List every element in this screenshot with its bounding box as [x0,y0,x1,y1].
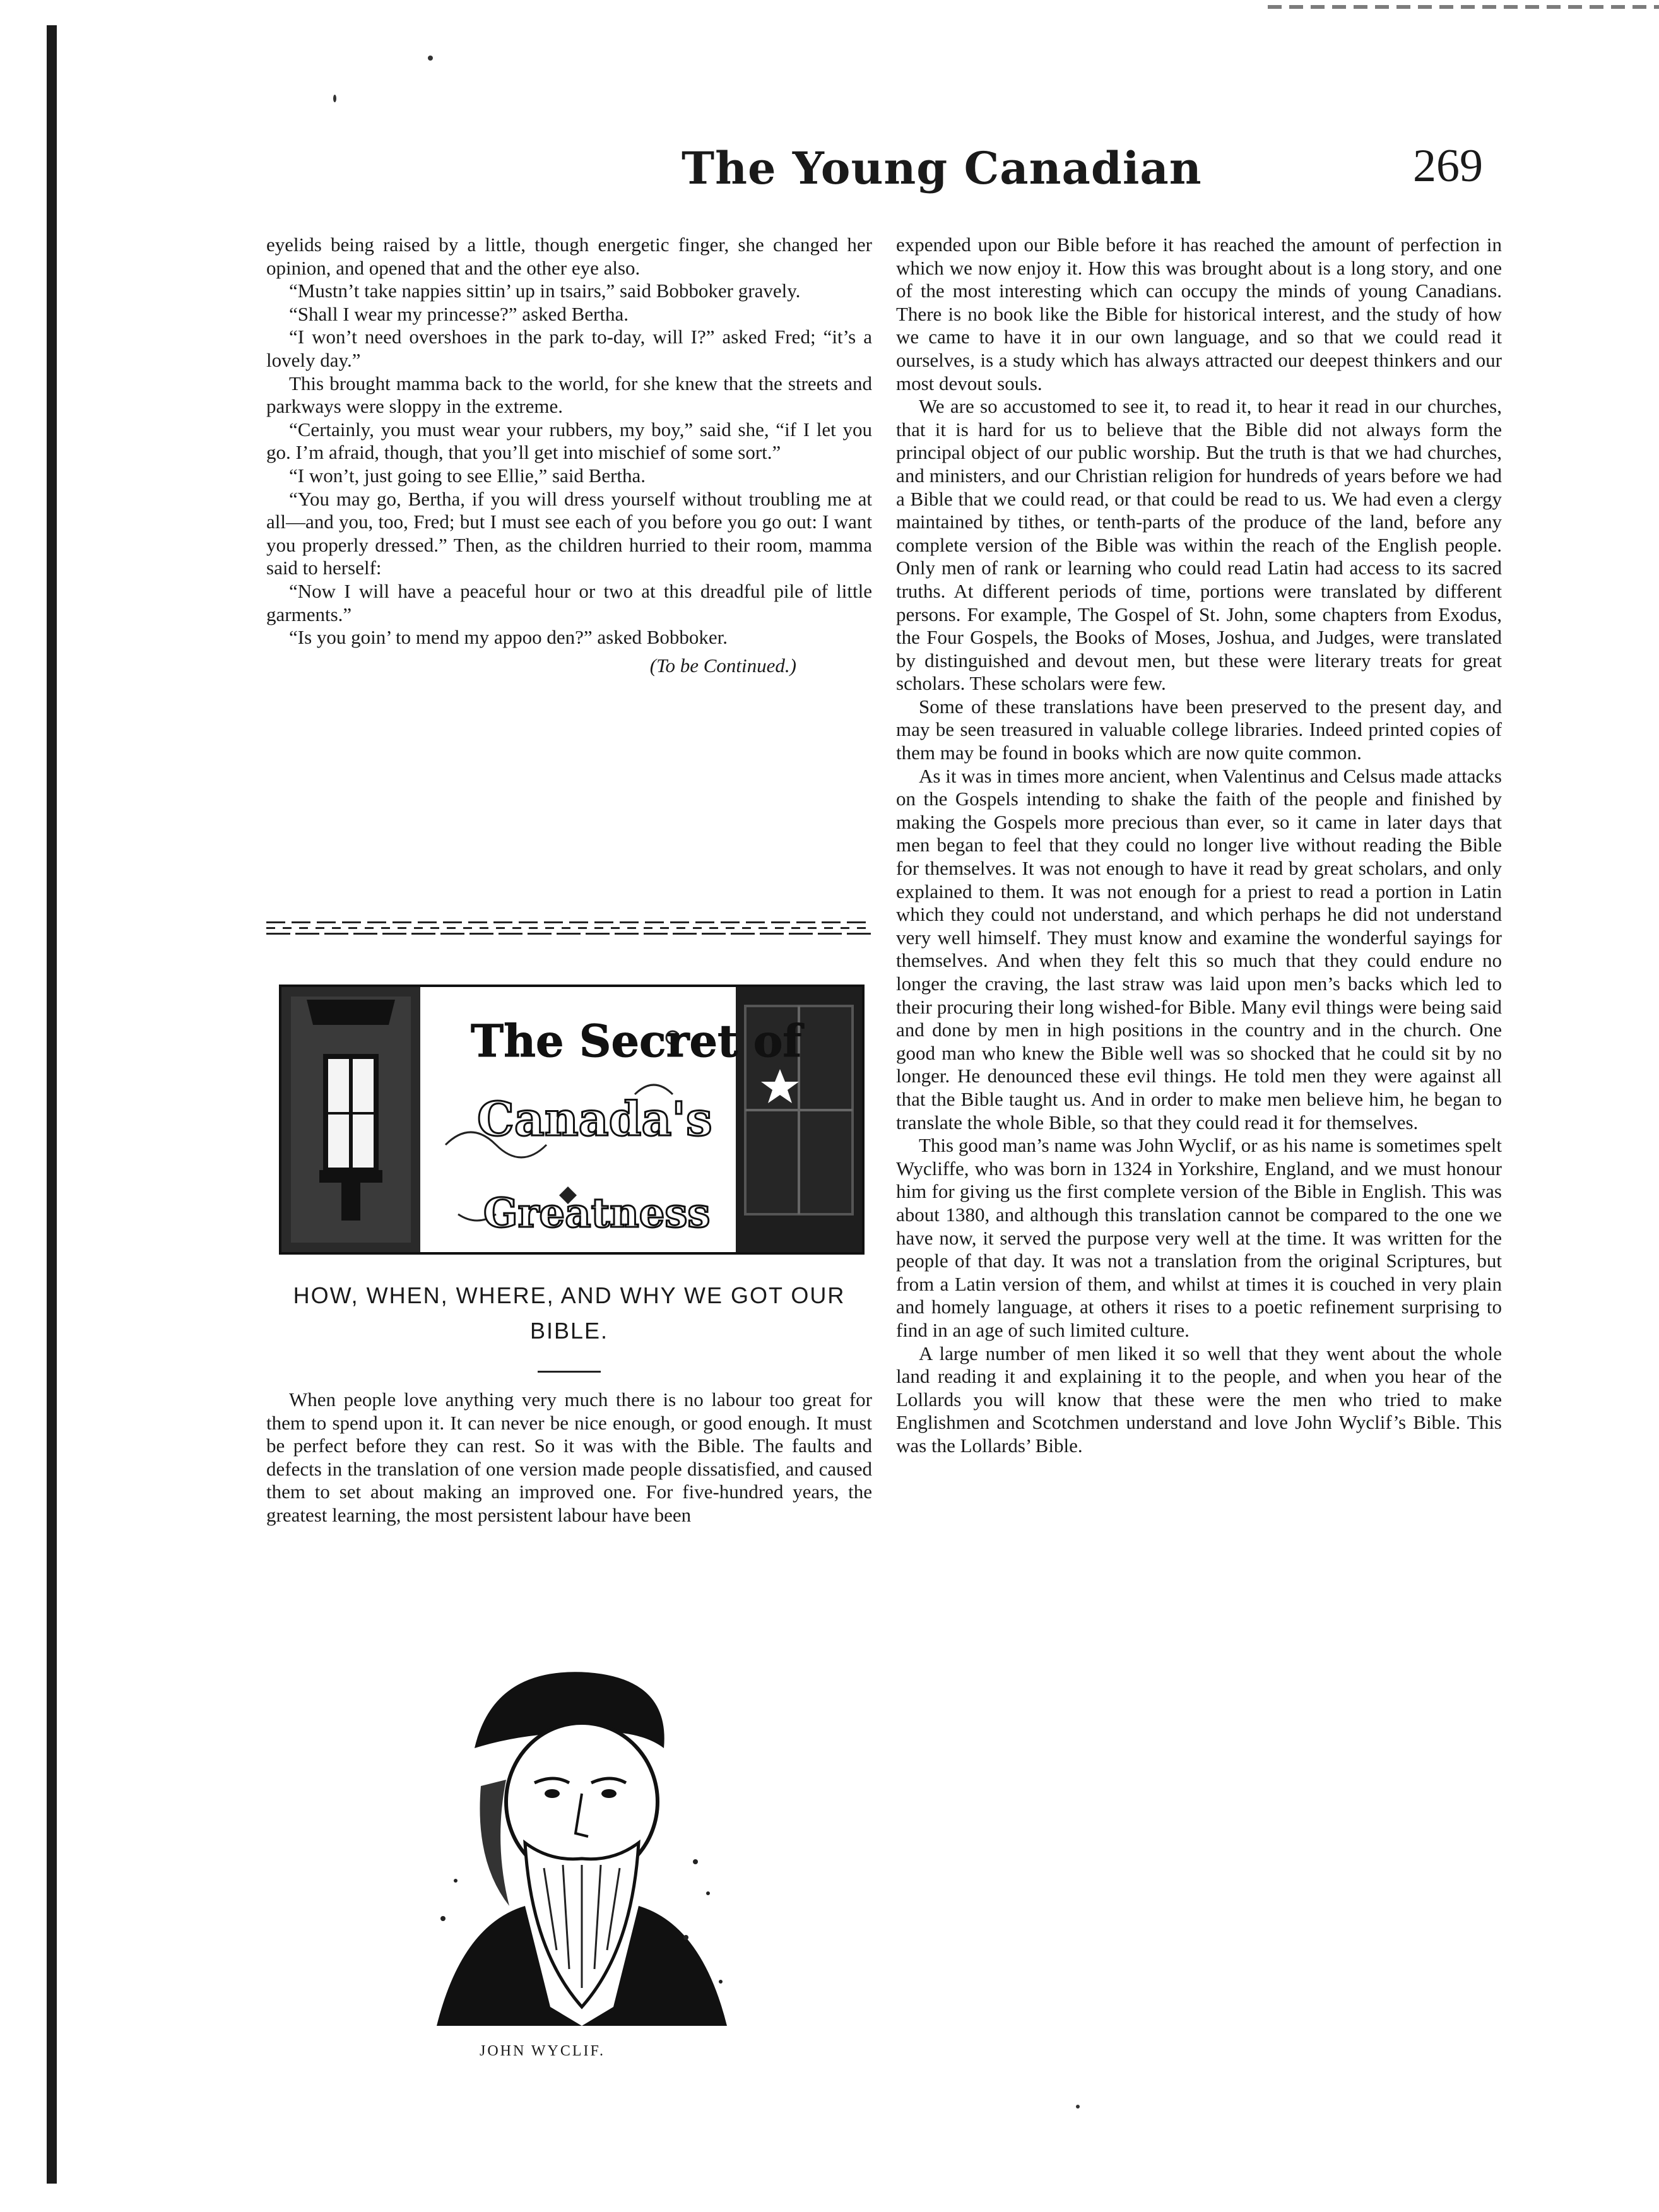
article-left-column [266,1388,872,1527]
banner-line-3: Greatness [483,1190,711,1237]
paragraph: “Certainly, you must wear your rubbers, my boy,” said she, “if I let you go. I’m afraid, though, that you’ll get into mischief of some sort.” [266,418,872,464]
ink-speck [428,56,433,61]
ornamental-divider [266,921,872,935]
paragraph: eyelids being raised by a little, though energetic finger, she changed her opinion, and opened that and the other eye also. [266,234,872,279]
banner-line-1: The Secret of [471,1015,802,1067]
article-heading: HOW, WHEN, WHERE, AND WHY WE GOT OUR BIBLE. [293,1282,846,1344]
paragraph: This good man’s name was John Wyclif, or as his name is sometimes spelt Wycliffe, who was born in 1324 in Yorkshire, England, and we must honour him for giving us the first complete version of the Bible in English. This was about 1380, and although this translation cannot be compared to the one we have now, it served the purpose very well at the time. It was written for the people of that day. It was not a translation from the original Scriptures, but from a Latin version of them, and whilst at times it is couched in very plain and homely language, at others it rises to a poetic refinement surprising to find in an age of such limited culture. [896,1134,1502,1341]
paragraph: “Is you goin’ to mend my appoo den?” asked Bobboker. [289,626,728,649]
paragraph: “I won’t need overshoes in the park to-day, will I?” asked Fred; “it’s a lovely day.” [266,326,872,371]
story-continuation [266,234,872,677]
heading-rule [538,1371,601,1373]
to-be-continued-note: (To be Continued.) [649,654,796,677]
paragraph: “Shall I wear my princesse?” asked Bertha. [289,302,629,325]
page-header [265,136,1483,218]
paragraph: “Now I will have a peaceful hour or two at this dreadful pile of little garments.” [266,579,872,625]
paragraph: As it was in times more ancient, when Valentinus and Celsus made attacks on the Gospels intending to shake the faith of the people and finished by making the Gospels more precious than ever, so it came in later days that men began to feel that they could no longer live without reading the Bible for themselves. It was not enough to have it read by great scholars, and only explained to them. It was not enough for a priest to read a portion in Latin which they could not understand, and which perhaps he did not understand very well himself. They must know and examine the wonderful sayings for themselves. And when they felt this so much that they could endure no longer the craving, the last straw was laid upon men’s backs which led to their procuring their long wished-for Bible. Many evil things were being said and done by men in high positions in the country and in the church. One good man who knew the Bible well was so shocked that he could sit by no longer. He denounced these evil things. He told men they were against all that the Bible taught us. And in order to make men believe him, he began to translate the whole Bible, so that they could read it for themselves. [896,764,1502,1133]
page-number: 269 [1413,140,1483,192]
paragraph: expended upon our Bible before it has reached the amount of perfection in which we now enjoy it. How this was brought about is a long story, and one of the most interesting which can occupy the minds of young Canadians. There is no book like the Bible for historical interest, and the study of how we came to have it in our own language, and so that we could read it ourselves, is a study which has always attracted our deepest thinkers and our most devout souls. [896,234,1502,394]
paragraph: “You may go, Bertha, if you will dress yourself without troubling me at all—and you, too, Fred; but I must see each of you before you go out: I want you properly dressed.” Then, as the children hurried to their room, mamma said to herself: [266,487,872,579]
portrait-caption: JOHN WYCLIF. [480,2043,605,2059]
scan-artifact [1268,5,1659,9]
ink-speck [1076,2105,1080,2108]
paragraph: Some of these translations have been preserved to the present day, and may be seen treasured in valuable college libraries. Indeed printed copies of them may be found in books which are now quite common. [896,695,1502,764]
paragraph: We are so accustomed to see it, to read it, to hear it read in our churches, that it is hard for us to believe that the Bible did not always form the principal object of our public worship. But the truth is that we had churches, and ministers, and our Christian religion for hundreds of years before we had a Bible that we could read, or that could be read to us. We had even a clergy maintained by tithes, or tenth-parts of the produce of the land, before any complete version of the Bible was within the reach of the English people. Only men of rank or learning who could read Latin had access to its sacred truths. At different periods of time, portions were translated by different persons. For example, The Gospel of St. John, some chapters from Exodus, the Four Gospels, the Books of Moses, Joshua, and Judges, were translated by distinguished and devout men, but these were literary treats for great scholars. These scholars were few. [896,395,1502,695]
paragraph: “I won’t, just going to see Ellie,” said Bertha. [289,464,646,487]
wyclif-portrait-engraving [399,1653,740,2026]
page-binding-edge [47,25,57,2184]
section-banner-illustration [279,985,865,1255]
ink-speck [333,95,336,102]
banner-line-2: Canada's [477,1092,712,1147]
running-title: The Young Canadian [682,142,1202,194]
banner-artwork [281,987,862,1252]
article-right-column [896,234,1502,1457]
paragraph: This brought mamma back to the world, for she knew that the streets and parkways were sloppy in the extreme. [266,372,872,418]
paragraph: When people love anything very much there is no labour too great for them to spend upon it. It can never be nice enough, or good enough. It must be perfect before they can rest. So it was with the Bible. The faults and defects in the translation of one version made people dissatisfied, and caused them to set about making an improved one. For five-hundred years, the greatest learning, the most persistent labour have been [266,1388,872,1526]
paragraph: A large number of men liked it so well that they went about the whole land reading it and explaining it to the people, and when you hear of the Lollards you will know that these were the men who tried to make Englishmen and Scotchmen understand and love John Wyclif’s Bible. This was the Lollards’ Bible. [896,1342,1502,1457]
paragraph: “Mustn’t take nappies sittin’ up in tsairs,” said Bobboker gravely. [289,280,801,302]
